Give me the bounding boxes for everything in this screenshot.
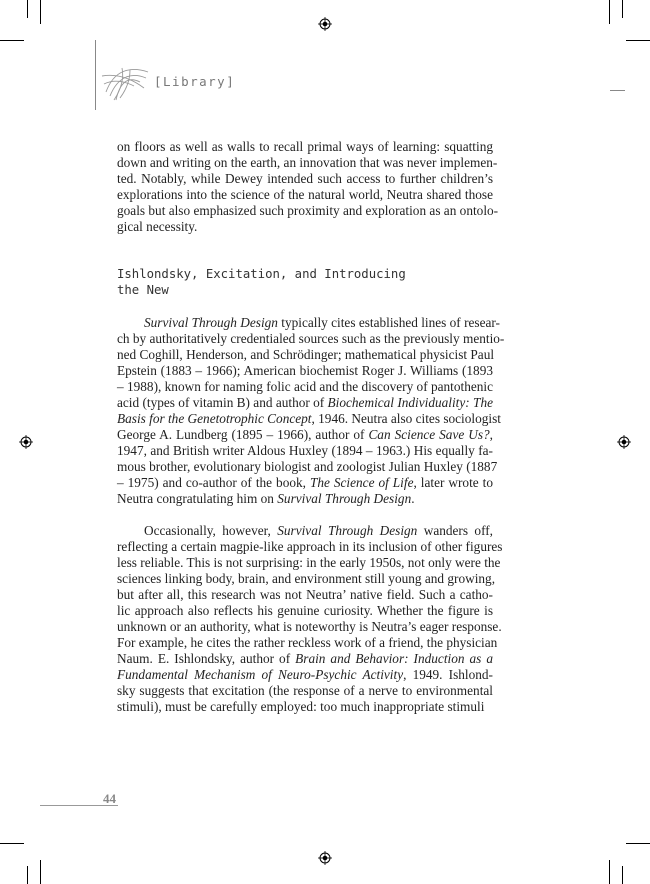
text-run: mous brother, evolutionary biologist and zoologist Julian Huxley (1887 (117, 459, 498, 474)
italic-title: Brain and Behavior: Induction as a (295, 651, 493, 666)
section-label: [Library] (154, 74, 236, 89)
text-run: sky suggests that excitation (the response of a nerve to environmental (117, 683, 493, 698)
header-vertical-rule (95, 40, 96, 110)
crop-mark-bl-v (40, 860, 41, 884)
text-line (117, 475, 493, 491)
heading-line: the New (117, 283, 169, 297)
text-line (117, 363, 493, 379)
text-run: less reliable. This is not surprising: in the early 1950s, not only were the (117, 555, 501, 570)
crop-mark-tr-v (609, 0, 610, 24)
text-run: Naum. E. Ishlondsky, author of (117, 651, 296, 666)
text-line (117, 571, 496, 587)
italic-title: Survival Through Design (144, 315, 278, 330)
text-run: reflecting a certain magpie-like approach in its inclusion of other figures (117, 539, 503, 554)
text-line (117, 587, 493, 603)
text-line (117, 459, 498, 475)
paragraph-occasionally (117, 523, 503, 715)
text-run: Occasionally, however, (144, 523, 278, 538)
text-line (117, 539, 503, 555)
italic-title: Biochemical Individuality: The (327, 395, 493, 410)
paragraph-survival-citations (117, 315, 505, 507)
text-run: wanders off, (417, 523, 494, 538)
text-line (117, 683, 493, 699)
crop-mark-tr-h (626, 40, 650, 41)
text-run: but after all, this research was not Neutra’ native field. Such a catho- (117, 587, 493, 602)
crop-mark-tr2-v (622, 0, 623, 18)
crop-mark-tl2-v (27, 0, 28, 18)
registration-mark-icon-bottom (318, 851, 332, 865)
registration-mark-icon-right (617, 435, 631, 449)
page-number: 44 (103, 791, 116, 806)
paragraph-intro (117, 139, 499, 235)
registration-mark-icon-left (19, 435, 33, 449)
text-run: unknown or an authority, what is noteworthy is Neutra’s eager response. (117, 619, 502, 634)
text-run: typically cites established lines of resear- (277, 315, 500, 330)
text-line (117, 555, 501, 571)
text-line (117, 651, 493, 667)
heading-line: Ishlondsky, Excitation, and Introducing (117, 267, 406, 281)
text-line (117, 443, 493, 459)
text-run: lic approach also reflects his genuine curiosity. Whether the figure is (117, 603, 493, 618)
text-line (117, 603, 493, 619)
text-run: stimuli), must be carefully employed: too much inappropriate stimuli (117, 699, 485, 714)
crop-mark-bl2-v (27, 866, 28, 884)
text-line (117, 315, 500, 331)
crop-mark-tl-h (0, 40, 24, 41)
text-line (117, 395, 493, 411)
text-line (117, 411, 501, 427)
text-line: gical necessity. (117, 219, 198, 234)
text-line (117, 699, 493, 715)
text-run: Neutra congratulating him on (117, 491, 278, 506)
text-run: , later wrote to (413, 475, 493, 490)
text-run: , 1946. Neutra also cites sociologist (311, 411, 501, 426)
italic-title: Fundamental Mechanism of Neuro-Psychic Activity (117, 667, 404, 682)
text-line (117, 331, 505, 347)
text-run: 1947, and British writer Aldous Huxley (1894 – 1963.) His equally fa- (117, 443, 493, 458)
italic-title: Survival Through Design (277, 523, 418, 538)
text-line: on floors as well as walls to recall primal ways of learning: squatting (117, 139, 493, 154)
text-line: ted. Notably, while Dewey intended such access to further children’s (117, 171, 493, 186)
text-run: . (411, 491, 415, 506)
crop-mark-br-h (626, 843, 650, 844)
text-line (117, 347, 493, 363)
text-line (117, 491, 493, 507)
text-line (117, 619, 502, 635)
italic-title: Basis for the Genetotrophic Concept (117, 411, 312, 426)
text-line: explorations into the science of the natural world, Neutra shared those (117, 187, 493, 202)
text-run: George A. Lundberg (1895 – 1966), author of (117, 427, 369, 442)
text-run: , 1949. Ishlond- (403, 667, 493, 682)
text-line: down and writing on the earth, an innovation that was never implemen- (117, 155, 498, 170)
section-heading (117, 266, 493, 298)
crop-mark-bl-h (0, 843, 24, 844)
text-run: acid (types of vitamin B) and author of (117, 395, 328, 410)
header-right-rule (610, 90, 625, 91)
italic-title: The Science of Life (309, 475, 414, 490)
text-line (117, 379, 493, 395)
crop-mark-tl-v (40, 0, 41, 24)
text-run: sciences linking body, brain, and environment still young and growing, (117, 571, 496, 586)
text-line (117, 635, 498, 651)
text-run: – 1975) and co-author of the book, (117, 475, 310, 490)
library-logo-icon (100, 62, 152, 102)
text-run: ned Coghill, Henderson, and Schrödinger; mathematical physicist Paul (117, 347, 495, 362)
text-line (117, 523, 493, 539)
text-run: For example, he cites the rather reckless work of a friend, the physician (117, 635, 498, 650)
text-line (117, 427, 493, 443)
crop-mark-br-v (609, 860, 610, 884)
italic-title: Survival Through Design (277, 491, 412, 506)
text-run: – 1988), known for naming folic acid and the discovery of pantothenic (117, 379, 493, 394)
text-line (117, 667, 493, 683)
registration-mark-icon-top (318, 17, 332, 31)
italic-title: Can Science Save Us? (368, 427, 490, 442)
text-run: , (489, 427, 493, 442)
crop-mark-br2-v (622, 866, 623, 884)
body-text (117, 139, 505, 715)
text-run: ch by authoritatively credentialed sources such as the previously mentio- (117, 331, 505, 346)
text-run: Epstein (1883 – 1966); American biochemist Roger J. Williams (1893 (117, 363, 493, 378)
text-line: goals but also emphasized such proximity and exploration as an ontolo- (117, 203, 499, 218)
